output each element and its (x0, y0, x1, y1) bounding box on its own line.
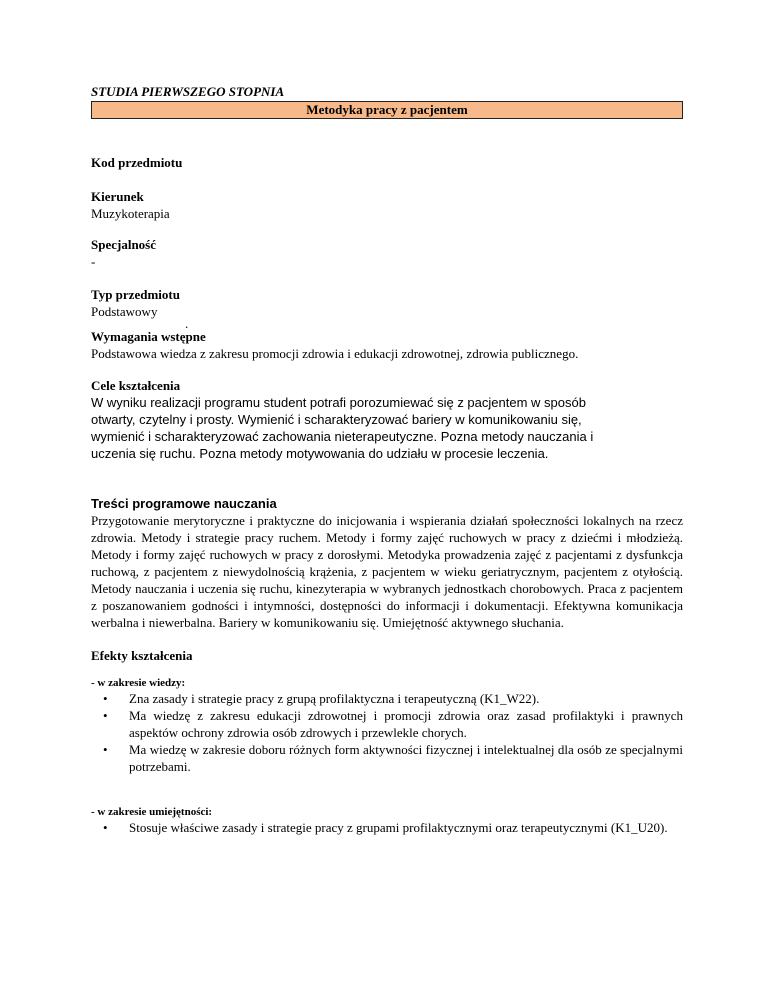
kierunek-label: Kierunek (91, 189, 144, 204)
cele-line: uczenia się ruchu. Pozna metody motywowania do udziału w procesie leczenia. (91, 446, 549, 461)
wiedza-label: - w zakresie wiedzy: (91, 677, 186, 689)
course-title-bar: Metodyka pracy z pacjentem (91, 101, 683, 119)
document-page (91, 84, 683, 836)
efekty-label: Efekty kształcenia (91, 648, 193, 663)
bullet-icon: • (103, 820, 108, 835)
wymagania-label: Wymagania wstępne (91, 329, 206, 344)
study-level-heading: STUDIA PIERWSZEGO STOPNIA (91, 84, 285, 99)
list-item: • Ma wiedzę z zakresu edukacji zdrowotnej i promocji zdrowia oraz zasad profilaktyki i prawnych aspektów ochrony zdrowia osób zdrowych i przewlekle chorych. (103, 708, 683, 740)
cele-label: Cele kształcenia (91, 378, 181, 393)
cele-line: W wyniku realizacji programu student potrafi porozumiewać się z pacjentem w sposób (91, 395, 586, 410)
kod-label: Kod przedmiotu (91, 155, 183, 170)
cele-line: wymienić i scharakteryzować zachowania nieterapeutyczne. Pozna metody nauczania i (91, 429, 594, 444)
wymagania-value: Podstawowa wiedza z zakresu promocji zdrowia i edukacji zdrowotnej, zdrowia publicznego. (91, 346, 579, 361)
typ-value: Podstawowy (91, 304, 158, 319)
list-item: • Ma wiedzę w zakresie doboru różnych form aktywności fizycznej i intelektualnej dla osób ze specjalnymi potrzebami. (103, 742, 683, 774)
umiejetnosci-list (91, 819, 683, 836)
specjalnosc-value: - (91, 254, 96, 269)
typ-dot: . (185, 316, 189, 331)
bullet-icon: • (103, 691, 108, 706)
wiedza-list (91, 690, 683, 775)
umiejetnosci-label: - w zakresie umiejętności: (91, 806, 213, 818)
cele-text (91, 394, 683, 462)
list-item: • Zna zasady i strategie pracy z grupą profilaktyczna i terapeutyczną (K1_W22). (103, 691, 540, 706)
tresci-label: Treści programowe nauczania (91, 496, 277, 511)
typ-label: Typ przedmiotu (91, 287, 180, 302)
kierunek-value: Muzykoterapia (91, 206, 170, 221)
list-item: • Stosuje właściwe zasady i strategie pracy z grupami profilaktycznymi oraz terapeutycznymi (K1_U20). (103, 820, 668, 835)
cele-line: otwarty, czytelny i prosty. Wymienić i scharakteryzować bariery w komunikowaniu się, (91, 412, 582, 427)
bullet-icon: • (103, 708, 108, 723)
tresci-text: Przygotowanie merytoryczne i praktyczne do inicjowania i wspierania działań społeczności lokalnych na rzecz zdrowia. Metody i strategie pracy ruchem. Metody i formy zajęć ruchowych w pracy z dziećmi i młodzieżą. Metody i formy zajęć ruchowych w pracy z dorosłymi. Metodyka prowadzenia zajęć z pacjentami z dysfunkcja ruchową, z pacjentem z niewydolnością krążenia, z pacjentem w wieku geriatrycznym, pacjentem z otyłością. Metody nauczania i uczenia się ruchu, kinezyterapia w wybranych jednostkach chorobowych. Praca z pacjentem z poszanowaniem godności i intymności, dostępności do informacji i dokumentacji. Efektywna komunikacja werbalna i niewerbalna. Bariery w komunikowaniu się. Umiejętność aktywnego słuchania. (91, 513, 683, 630)
bullet-icon: • (103, 742, 108, 757)
specjalnosc-label: Specjalność (91, 237, 156, 252)
